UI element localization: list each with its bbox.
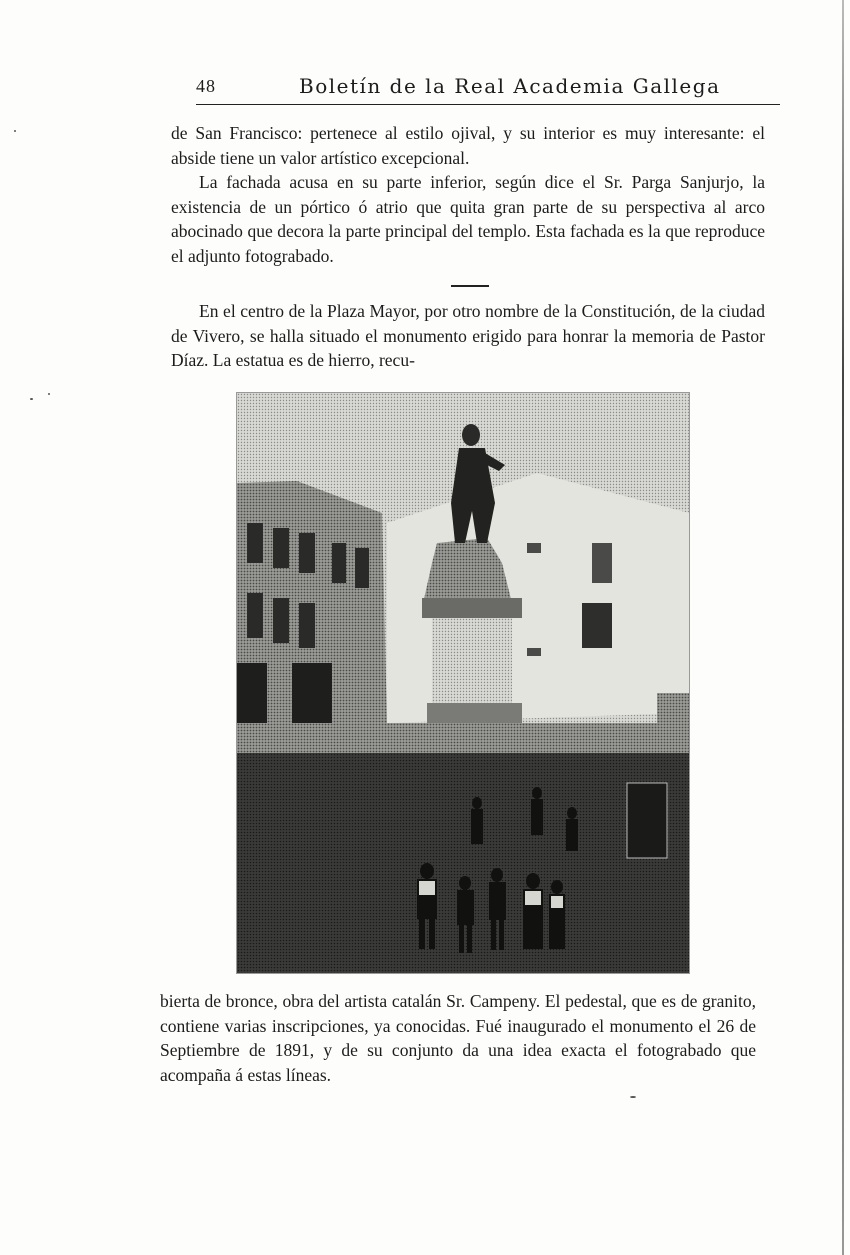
text-block-middle <box>171 299 765 373</box>
print-speck <box>14 130 16 132</box>
page-edge-shadow <box>842 0 844 1255</box>
running-title: Boletín de la Real Academia Gallega <box>299 74 721 98</box>
paragraph-2: La fachada acusa en su parte inferior, según dice el Sr. Parga Sanjurjo, la existencia de un pórtico ó atrio que quita gran parte de su perspectiva al arco abocinado que decora la parte principal del templo. Esta fachada es la que reproduce el adjunto fotograbado. <box>171 172 765 266</box>
print-speck <box>30 398 33 400</box>
paragraph-1: de San Francisco: pertenece al estilo ojival, y su interior es muy interesante: el abside tiene un valor artístico excepcional. <box>171 123 765 168</box>
running-header <box>196 74 776 104</box>
text-block-top <box>171 121 765 268</box>
text-block-bottom <box>160 989 756 1087</box>
paragraph-3: En el centro de la Plaza Mayor, por otro nombre de la Constitución, de la ciudad de Vivero, se halla situado el monumento erigido para honrar la memoria de Pastor Díaz. La estatua es de hierro, recu- <box>171 301 765 370</box>
photograph-monument-plaza-icon <box>237 393 689 973</box>
monument-photograph <box>236 392 690 974</box>
print-speck <box>48 393 50 395</box>
header-rule <box>196 104 780 105</box>
paragraph-4: bierta de bronce, obra del artista catalán Sr. Campeny. El pedestal, que es de granito, contiene varias inscripciones, ya conocidas. Fué inaugurado el monumento el 26 de Septiembre de 1891, y de su conjunto da una idea exacta el fotograbado que acompaña á estas líneas. <box>160 991 756 1085</box>
print-speck <box>630 1096 636 1098</box>
section-separator <box>451 285 489 287</box>
page-number: 48 <box>196 76 216 96</box>
